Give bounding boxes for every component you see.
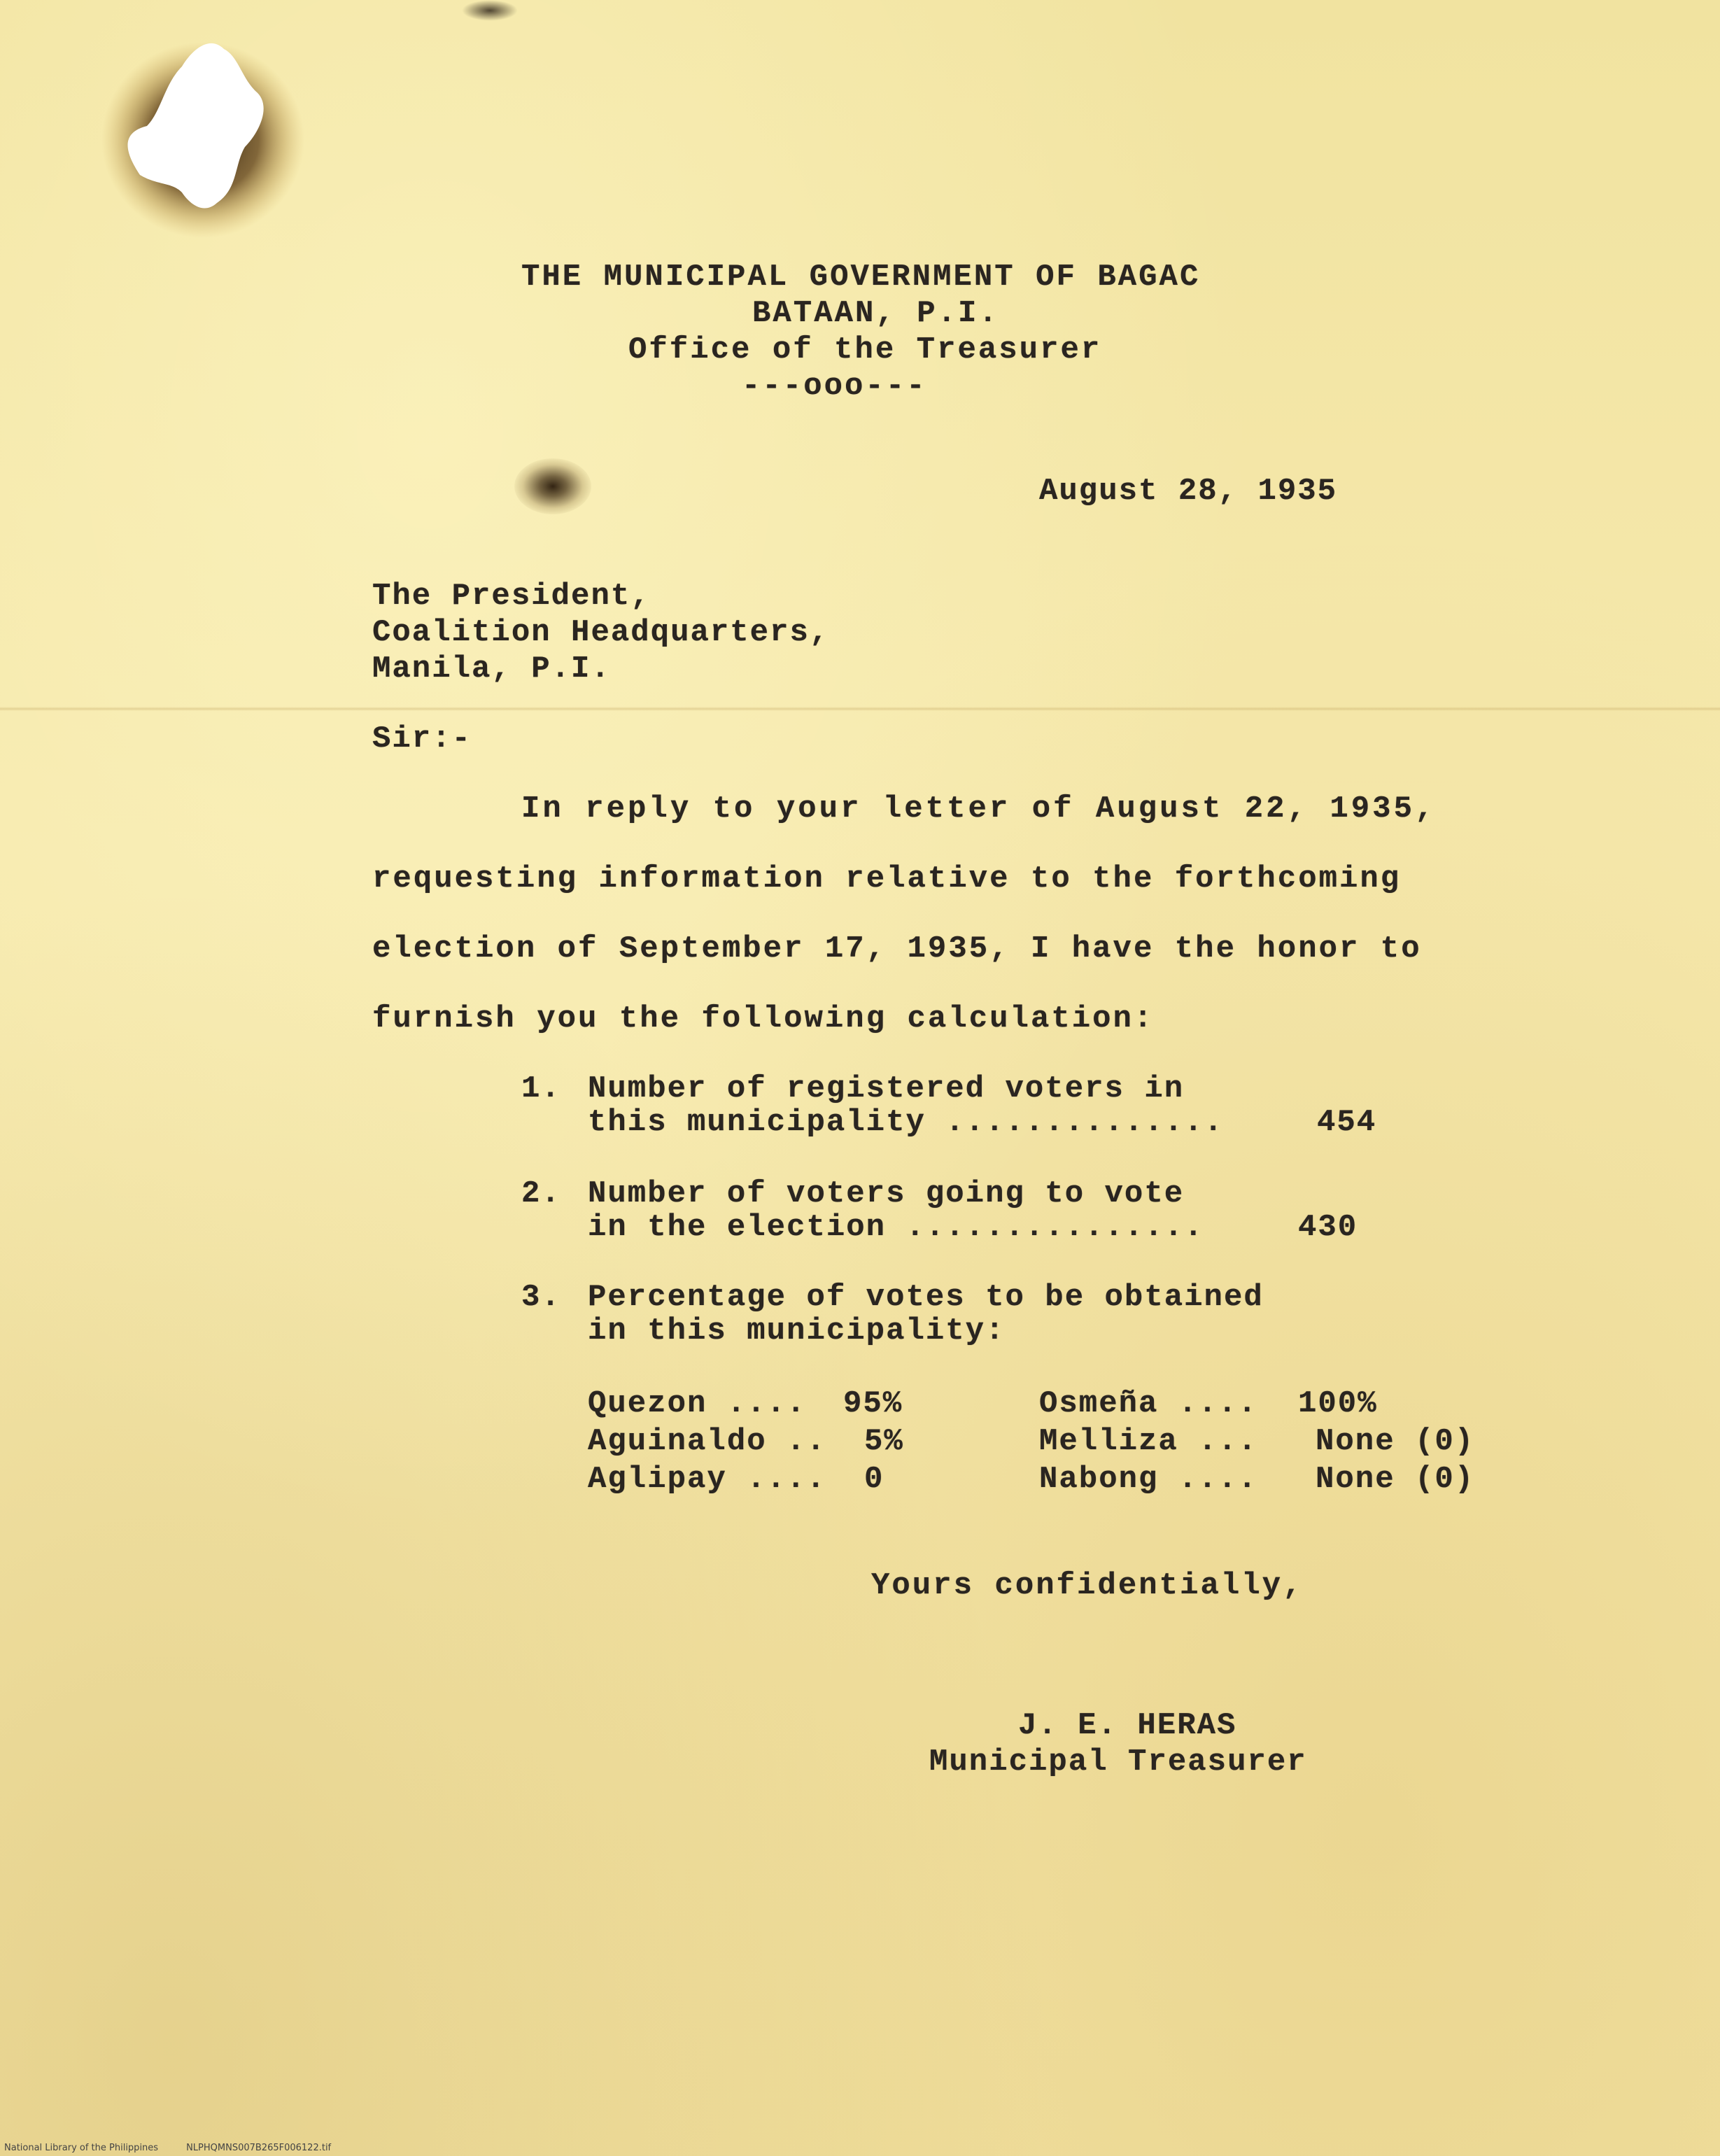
item-3-line-1: Percentage of votes to be obtained [588,1280,1264,1315]
body-line-3: election of September 17, 1935, I have the honor to [372,931,1422,966]
letterhead-separator: ---ooo--- [742,369,927,404]
body-line-4: furnish you the following calculation: [372,1001,1155,1036]
item-1-number: 1. [521,1071,561,1106]
item-1-line-1: Number of registered voters in [588,1071,1185,1106]
item-3-line-2: in this municipality: [588,1313,1006,1348]
signature-title: Municipal Treasurer [929,1745,1307,1780]
percent-value-aglipay: 0 [864,1462,884,1497]
burn-hole [98,28,308,238]
body-line-1: In reply to your letter of August 22, 1935, [521,791,1437,826]
salutation: Sir:- [372,721,472,756]
letterhead-line-1: THE MUNICIPAL GOVERNMENT OF BAGAC [521,260,1201,295]
item-2-line-2: in the election ............... [588,1210,1204,1245]
percent-value-nabong: None (0) [1316,1462,1475,1497]
addressee-line-2: Coalition Headquarters, [372,615,830,650]
percent-name-aguinaldo: Aguinaldo .. [588,1424,826,1459]
ink-blot [462,0,518,21]
item-2-value: 430 [1298,1210,1358,1245]
letterhead-line-2: BATAAN, P.I. [752,296,999,331]
percent-name-aglipay: Aglipay .... [588,1462,826,1497]
item-3-number: 3. [521,1280,561,1315]
percent-name-melliza: Melliza ... [1039,1424,1258,1459]
percent-name-osmena: Osmeña .... [1039,1386,1258,1421]
item-1-value: 454 [1317,1105,1377,1140]
letterhead-line-3: Office of the Treasurer [628,332,1102,367]
letter-date: August 28, 1935 [1039,474,1338,509]
body-line-2: requesting information relative to the forthcoming [372,861,1402,896]
ink-stain [514,458,591,514]
item-2-line-1: Number of voters going to vote [588,1176,1185,1211]
percent-value-quezon: 95% [843,1386,903,1421]
signature-name: J. E. HERAS [1018,1708,1237,1743]
percent-name-quezon: Quezon .... [588,1386,807,1421]
percent-value-osmena: 100% [1298,1386,1378,1421]
percent-name-nabong: Nabong .... [1039,1462,1258,1497]
addressee-line-1: The President, [372,579,651,614]
item-2-number: 2. [521,1176,561,1211]
footer-file: NLPHQMNS007B265F006122.tif [186,2143,332,2153]
percent-value-melliza: None (0) [1316,1424,1475,1459]
footer-library: National Library of the Philippines [4,2143,159,2153]
addressee-line-3: Manila, P.I. [372,651,611,686]
item-1-line-2: this municipality .............. [588,1105,1224,1140]
paper-fold-line [0,707,1720,711]
archive-footer [4,2143,1712,2153]
closing: Yours confidentially, [871,1568,1304,1603]
percent-value-aguinaldo: 5% [864,1424,904,1459]
